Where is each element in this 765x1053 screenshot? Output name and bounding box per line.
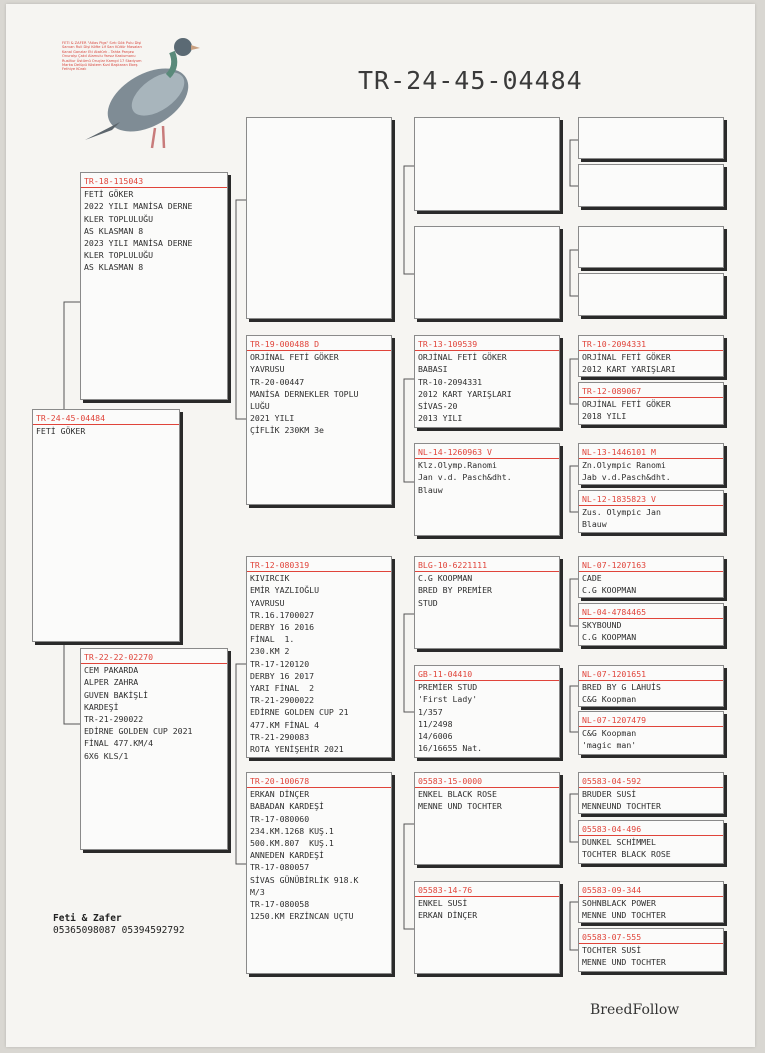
ring-number: TR-13-109539 xyxy=(415,338,559,351)
g4-card-empty[interactable] xyxy=(578,226,724,268)
detail-line: KLER TOPLULUĞU xyxy=(84,250,154,261)
detail-line: C.G KOOPMAN xyxy=(418,573,473,584)
g4-card[interactable] xyxy=(578,490,724,533)
detail-line: AS KLASMAN 8 xyxy=(84,262,144,273)
detail-line: C.G KOOPMAN xyxy=(582,632,637,643)
detail-line: KARDEŞİ xyxy=(84,701,119,712)
detail-line: TOCHTER SUSİ xyxy=(582,945,642,956)
ring-number: NL-07-1207479 xyxy=(579,714,723,727)
detail-line: 1250.KM ERZİNCAN UÇTU xyxy=(250,911,354,922)
detail-line: FİNAL 1. xyxy=(250,634,295,645)
ring-number: NL-13-1446101 M xyxy=(579,446,723,459)
detail-line: BRED BY PREMİER xyxy=(418,585,492,596)
detail-line: SİVAS GÜNÜBİRLİK 918.K xyxy=(250,874,359,885)
detail-line: TR-17-120120 xyxy=(250,658,310,669)
detail-line: TR-10-2094331 xyxy=(418,376,483,387)
detail-line: 2018 YILI xyxy=(582,411,627,422)
detail-line: Zn.Olympic Ranomi xyxy=(582,460,666,471)
detail-line: 230.KM 2 xyxy=(250,646,290,657)
detail-line: TR-17-080060 xyxy=(250,813,310,824)
detail-line: Zus. Olympic Jan xyxy=(582,507,661,518)
detail-line: ERKAN DİNÇER xyxy=(250,789,310,800)
detail-line: LUĞU xyxy=(250,401,270,412)
detail-line: ENKEL SUSİ xyxy=(418,898,468,909)
logo-caption xyxy=(62,41,142,72)
ring-number: TR-10-2094331 xyxy=(579,338,723,351)
g4-card-empty[interactable] xyxy=(578,117,724,159)
g4-card[interactable] xyxy=(578,711,724,755)
dam-card[interactable] xyxy=(80,648,228,850)
detail-line: 2022 YILI MANİSA DERNE xyxy=(84,201,193,212)
detail-line: 1/357 xyxy=(418,706,443,717)
detail-line: 11/2498 xyxy=(418,718,453,729)
g4-card[interactable] xyxy=(578,881,724,923)
detail-line: 6X6 KLS/1 xyxy=(84,750,129,761)
owner-phones: 05365098087 05394592792 xyxy=(53,925,185,936)
ring-number: NL-04-4784465 xyxy=(579,606,723,619)
page-title: TR-24-45-04484 xyxy=(358,66,583,95)
pedigree-sheet xyxy=(6,4,755,1047)
detail-line: TR-21-290022 xyxy=(84,714,144,725)
detail-line: TR-17-080058 xyxy=(250,899,310,910)
ring-number: NL-07-1207163 xyxy=(579,559,723,572)
detail-line: 234.KM.1268 KUŞ.1 xyxy=(250,825,334,836)
g4-card[interactable] xyxy=(578,772,724,814)
detail-line: 14/6006 xyxy=(418,731,453,742)
detail-line: ALPER ZAHRA xyxy=(84,677,139,688)
detail-line: FETİ GÖKER xyxy=(84,189,134,200)
ring-number: 05583-07-555 xyxy=(579,931,723,944)
detail-line: TR-21-2900022 xyxy=(250,695,315,706)
detail-line: 'magic man' xyxy=(582,740,637,751)
detail-line: 2013 YILI xyxy=(418,413,463,424)
logo-line: Yarsız Kastumonu xyxy=(103,54,136,59)
detail-line: 2012 KART YARIŞLARI xyxy=(582,364,676,375)
detail-line: SKYBOUND xyxy=(582,620,622,631)
detail-line: 477.KM FİNAL 4 xyxy=(250,719,320,730)
detail-line: Jab v.d.Pasch&dht. xyxy=(582,472,671,483)
subject-card[interactable] xyxy=(32,409,180,642)
detail-line: Klz.Olymp.Ranomi xyxy=(418,460,497,471)
detail-line: ORJİNAL FETİ GÖKER xyxy=(582,399,671,410)
detail-line: BRUDER SUSİ xyxy=(582,789,637,800)
ring-number: TR-12-080319 xyxy=(247,559,391,572)
detail-line: EMİR YAZLIOĞLU xyxy=(250,585,320,596)
detail-line: C&G Koopman xyxy=(582,694,637,705)
detail-line: CEM PAKARDA xyxy=(84,665,139,676)
ring-number: BLG-10-6221111 xyxy=(415,559,559,572)
detail-line: ANNEDEN KARDEŞİ xyxy=(250,850,324,861)
ring-number: 05583-14-76 xyxy=(415,884,559,897)
detail-line: YAVRUSU xyxy=(250,364,285,375)
brand-logo: BreedFollow xyxy=(590,1002,680,1018)
detail-line: Jan v.d. Pasch&dht. xyxy=(418,472,512,483)
owner-name: Feti & Zafer xyxy=(53,913,122,924)
detail-line: ORJİNAL FETİ GÖKER xyxy=(418,352,507,363)
detail-line: KLER TOPLULUĞU xyxy=(84,213,154,224)
detail-line: 2012 KART YARIŞLARI xyxy=(418,388,512,399)
detail-line: MENNE UND TOCHTER xyxy=(418,801,502,812)
detail-line: GUVEN BAKİŞLİ xyxy=(84,689,149,700)
g4-card[interactable] xyxy=(578,665,724,707)
ring-number: 05583-04-592 xyxy=(579,775,723,788)
grandparent-card[interactable] xyxy=(246,772,392,974)
ring-number: 05583-15-0000 xyxy=(415,775,559,788)
detail-line: MENNEUND TOCHTER xyxy=(582,801,661,812)
detail-line: BRED BY G LAHUİS xyxy=(582,682,661,693)
detail-line: M/3 xyxy=(250,886,265,897)
logo-line: "Atlas Pigs" xyxy=(87,41,109,45)
g4-card[interactable] xyxy=(578,928,724,972)
g4-card[interactable] xyxy=(578,603,724,646)
detail-line: C&G Koopman xyxy=(582,728,637,739)
g4-card[interactable] xyxy=(578,820,724,864)
g4-card[interactable] xyxy=(578,443,724,485)
detail-line: YAVRUSU xyxy=(250,597,285,608)
great-grandparent-card-empty[interactable] xyxy=(414,117,560,211)
detail-line: ERKAN DİNÇER xyxy=(418,910,478,921)
great-grandparent-card[interactable] xyxy=(414,881,560,974)
detail-line: DERBY 16 2017 xyxy=(250,670,315,681)
great-grandparent-card[interactable] xyxy=(414,665,560,758)
logo-line: Kızıl Başkaran Ebeş xyxy=(102,63,138,68)
detail-line: 'First Lady' xyxy=(418,694,478,705)
great-grandparent-card-empty[interactable] xyxy=(414,226,560,319)
great-grandparent-card[interactable] xyxy=(414,772,560,865)
detail-line: STUD xyxy=(418,597,438,608)
detail-line: ÇİFLİK 230KM 3e xyxy=(250,425,324,436)
ring-number: TR-12-089067 xyxy=(579,385,723,398)
detail-line: DERBY 16 2016 xyxy=(250,622,315,633)
detail-line: BABADAN KARDEŞİ xyxy=(250,801,324,812)
great-grandparent-card[interactable] xyxy=(414,556,560,649)
detail-line: Blauw xyxy=(418,484,443,495)
ring-number: TR-19-000488 D xyxy=(247,338,391,351)
detail-line: ORJİNAL FETİ GÖKER xyxy=(250,352,339,363)
great-grandparent-card[interactable] xyxy=(414,335,560,428)
ring-number: NL-07-1201651 xyxy=(579,668,723,681)
detail-line: AS KLASMAN 8 xyxy=(84,225,144,236)
ring-number: NL-14-1260963 V xyxy=(415,446,559,459)
logo-line: FETI & ZAFER xyxy=(62,41,87,45)
ring-number: 05583-09-344 xyxy=(579,884,723,897)
logo-line: Rusiltur Üstümü Oruçlar xyxy=(62,58,106,63)
detail-line: MENNE UND TOCHTER xyxy=(582,957,666,968)
detail-line: Blauw xyxy=(582,519,607,530)
detail-line: PREMİER STUD xyxy=(418,682,478,693)
detail-line: SOHNBLACK POWER xyxy=(582,898,656,909)
detail-line: TR-21-290083 xyxy=(250,731,310,742)
ring-number: NL-12-1835823 V xyxy=(579,493,723,506)
logo-line: Kamgıl 17 Stadyum xyxy=(106,58,142,63)
detail-line: TR-20-00447 xyxy=(250,376,305,387)
detail-line: BABASI xyxy=(418,364,448,375)
g4-card[interactable] xyxy=(578,335,724,377)
detail-line: 2023 YILI MANİSA DERNE xyxy=(84,238,193,249)
detail-line: 500.KM.807 KUŞ.1 xyxy=(250,838,334,849)
logo-line: Dişi Köfte Lif Sarı xyxy=(83,45,114,50)
detail-line: YARI FİNAL 2 xyxy=(250,683,315,694)
detail-line: ORJİNAL FETİ GÖKER xyxy=(582,352,671,363)
ring-number: 05583-04-496 xyxy=(579,823,723,836)
ring-number: GB-11-04410 xyxy=(415,668,559,681)
logo-line: Sırtı Gök Pulu Dişi Sarvan Ruli xyxy=(62,41,142,50)
ring-number: TR-18-115043 xyxy=(81,175,227,188)
detail-line: EDİRNE GOLDEN CUP 21 xyxy=(250,707,349,718)
detail-line: 2021 YILI xyxy=(250,413,295,424)
logo-line: Kanal Ganzlar Eti xyxy=(62,49,93,54)
detail-line: 16/16655 Nat. xyxy=(418,743,483,754)
logo-line: Marka Delüpü Köstem xyxy=(62,63,102,68)
g4-card-empty[interactable] xyxy=(578,164,724,207)
detail-line: CADE xyxy=(582,573,602,584)
detail-line: FİNAL 477.KM/4 xyxy=(84,738,154,749)
owner-contact xyxy=(53,913,185,937)
ring-number: TR-22-22-02270 xyxy=(81,651,227,664)
detail-line: KIVIRCIK xyxy=(250,573,290,584)
logo-line: Onuralşı Çakıl Alamulu xyxy=(62,54,103,59)
great-grandparent-card[interactable] xyxy=(414,443,560,536)
logo-line: Fethiye Küralı xyxy=(62,67,87,72)
sire-card[interactable] xyxy=(80,172,228,400)
logo-line: Atatürk - Tahta Parçası xyxy=(93,49,135,54)
detail-line: TR.16.1700027 xyxy=(250,609,315,620)
ring-number: TR-20-100678 xyxy=(247,775,391,788)
g4-card[interactable] xyxy=(578,556,724,598)
grandparent-card-empty[interactable] xyxy=(246,117,392,319)
detail-line: FETİ GÖKER xyxy=(36,426,86,437)
detail-line: SİVAS-20 xyxy=(418,401,458,412)
detail-line: MENNE UND TOCHTER xyxy=(582,910,666,921)
grandparent-card[interactable] xyxy=(246,556,392,758)
ring-number: TR-24-45-04484 xyxy=(33,412,179,425)
grandparent-card[interactable] xyxy=(246,335,392,505)
detail-line: TR-17-080057 xyxy=(250,862,310,873)
detail-line: DUNKEL SCHİMMEL xyxy=(582,837,656,848)
detail-line: ROTA YENİŞEHİR 2021 xyxy=(250,744,344,755)
g4-card[interactable] xyxy=(578,382,724,425)
detail-line: EDİRNE GOLDEN CUP 2021 xyxy=(84,726,193,737)
detail-line: ENKEL BLACK ROSE xyxy=(418,789,497,800)
detail-line: C.G KOOPMAN xyxy=(582,585,637,596)
detail-line: MANİSA DERNEKLER TOPLU xyxy=(250,388,359,399)
g4-card-empty[interactable] xyxy=(578,273,724,316)
detail-line: TOCHTER BLACK ROSE xyxy=(582,849,671,860)
logo-line: Kültür Masaları xyxy=(115,45,142,50)
